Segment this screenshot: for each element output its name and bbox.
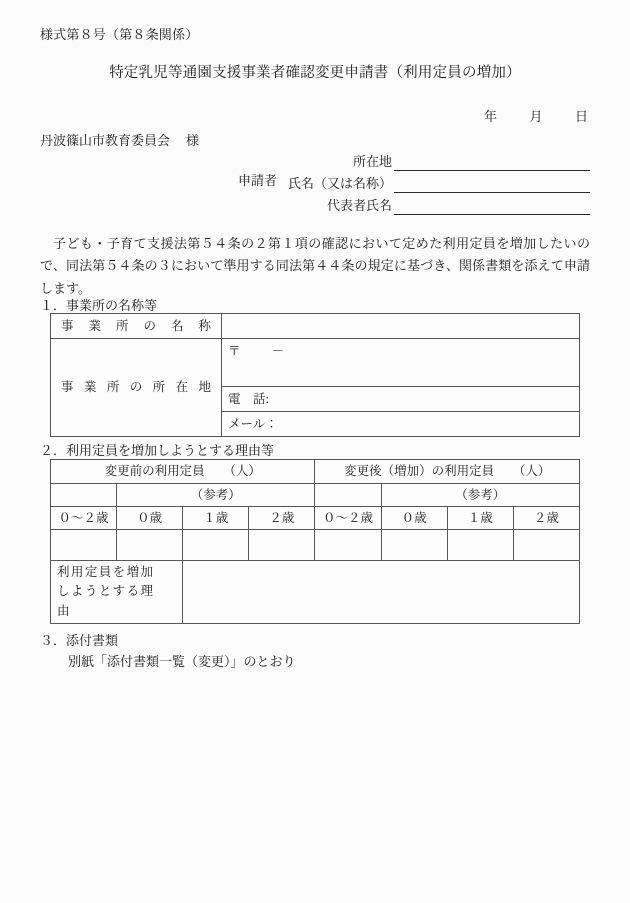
capacity-value-after-0[interactable] (381, 530, 447, 561)
capacity-reference-before: （参考） (117, 484, 315, 507)
table-row-establishment-name (51, 314, 580, 339)
addressee (40, 131, 199, 151)
applicant-name-label: 氏名（又は名称） (287, 175, 392, 191)
establishment-phone-input[interactable] (222, 387, 580, 412)
capacity-value-after-2[interactable] (513, 530, 579, 561)
date-day-label: 日 (574, 109, 588, 124)
capacity-reason-input[interactable] (183, 561, 580, 624)
capacity-value-after-1[interactable] (447, 530, 513, 561)
capacity-value-after-0to2[interactable] (315, 530, 381, 561)
section2-heading: ２．利用定員を増加しようとする理由等 (40, 443, 275, 458)
table-row-capacity-values (51, 530, 580, 561)
applicant-address-label: 所在地 (352, 153, 392, 169)
capacity-blank-corner-after (315, 484, 381, 507)
table-row-establishment-postal (51, 339, 580, 387)
capacity-group-header-after: 変更後（増加）の利用定員 （人） (315, 460, 580, 484)
addressee-honorific: 様 (186, 133, 200, 148)
table-row-capacity-reference (51, 484, 580, 507)
applicant-name-input[interactable] (394, 177, 590, 193)
applicant-representative-label: 代表者氏名 (326, 197, 392, 213)
capacity-age-header-before-0to2: ０〜２歳 (51, 507, 117, 530)
establishment-name-input[interactable] (222, 314, 580, 339)
capacity-value-before-0[interactable] (117, 530, 183, 561)
date-month-label: 月 (529, 109, 543, 124)
table-row-capacity-group-header (51, 460, 580, 484)
capacity-value-before-0to2[interactable] (51, 530, 117, 561)
establishment-phone-label: 電 話: (228, 391, 269, 406)
postal-dash: － (271, 344, 285, 358)
postal-mark: 〒 (228, 344, 241, 358)
date-year-label: 年 (483, 109, 497, 124)
capacity-blank-corner-before (51, 484, 117, 507)
establishment-mail-input[interactable] (222, 412, 580, 437)
applicant-tag: 申請者 (238, 173, 278, 188)
capacity-reason-label (51, 561, 183, 624)
establishment-address-label: 事業所の所在地 (51, 339, 222, 437)
form-number: 様式第８号（第８条関係） (40, 27, 199, 42)
establishment-name-label: 事業所の名称 (51, 314, 222, 339)
applicant-address-input[interactable] (394, 155, 590, 171)
section3-note: 別紙「添付書類一覧（変更）」のとおり (68, 654, 296, 669)
applicant-name-row (238, 171, 590, 193)
capacity-age-header-before-0: ０歳 (117, 507, 183, 530)
capacity-reference-after: （参考） (381, 484, 579, 507)
addressee-name: 丹波篠山市教育委員会 (40, 133, 171, 148)
capacity-table (50, 459, 580, 624)
capacity-age-header-after-2: ２歳 (513, 507, 579, 530)
body-paragraph: 子ども・子育て支援法第５４条の２第１項の確認において定めた利用定員を増加したいので、同法第５４条の３において準用する同法第４４条の規定に基づき、関係書類を添えて申請します。 (40, 236, 590, 296)
capacity-value-before-2[interactable] (249, 530, 315, 561)
capacity-age-header-before-2: ２歳 (249, 507, 315, 530)
establishment-postal-input[interactable] (222, 339, 580, 387)
section1-heading: １．事業所の名称等 (40, 298, 158, 313)
applicant-block (238, 149, 590, 215)
capacity-group-header-before: 変更前の利用定員 （人） (51, 460, 315, 484)
capacity-age-header-after-0: ０歳 (381, 507, 447, 530)
applicant-representative-input[interactable] (394, 199, 590, 215)
capacity-reason-label-line-1: 利用定員を増加 (57, 565, 153, 579)
capacity-age-header-after-1: １歳 (447, 507, 513, 530)
capacity-age-header-after-0to2: ０〜２歳 (315, 507, 381, 530)
applicant-address-row (238, 149, 590, 171)
establishment-table (50, 313, 580, 437)
applicant-representative-row (238, 193, 590, 215)
page-title: 特定乳児等通園支援事業者確認変更申請書（利用定員の増加） (109, 65, 521, 81)
capacity-value-before-1[interactable] (183, 530, 249, 561)
establishment-mail-label: メール： (228, 416, 278, 431)
date-line (484, 107, 588, 127)
capacity-age-header-before-1: １歳 (183, 507, 249, 530)
table-row-capacity-age-headers (51, 507, 580, 530)
capacity-reason-label-line-2: しようとする理由 (57, 584, 153, 618)
section3-heading: ３．添付書類 (40, 633, 119, 648)
table-row-capacity-reason (51, 561, 580, 624)
